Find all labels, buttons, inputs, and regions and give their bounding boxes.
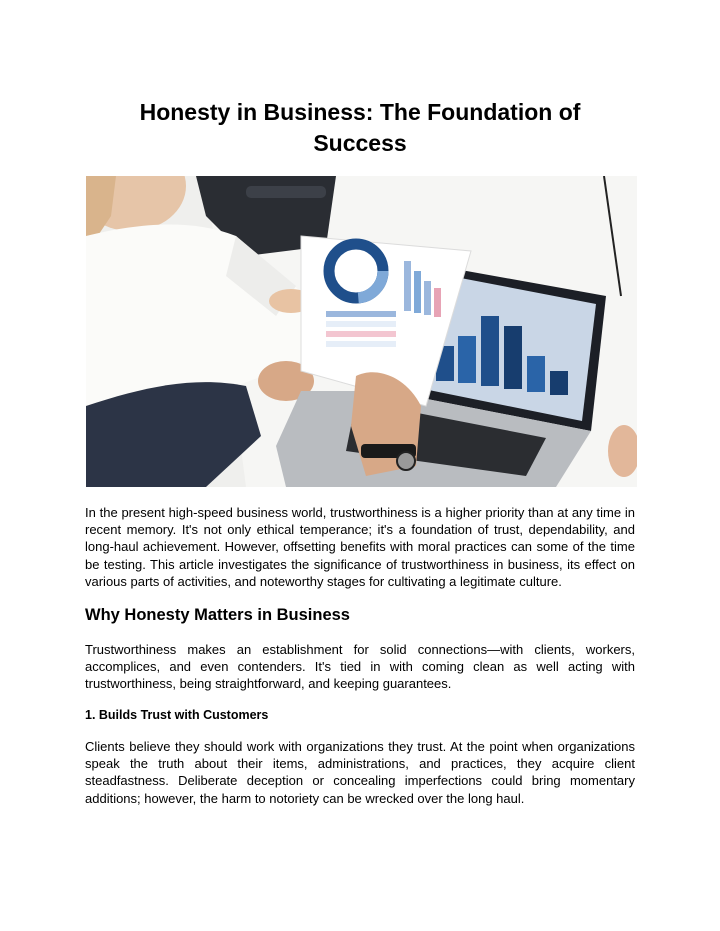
article-title — [85, 97, 635, 159]
section-heading: Why Honesty Matters in Business — [85, 606, 350, 624]
hero-image — [86, 176, 637, 487]
subsection-paragraph: Clients believe they should work with organizations they trust. At the point when organizations speak the truth about their items, administrations, and practices, they acquire client steadfastness. Deliberate deception or concealing imperfections could bring momentary additions; however, the harm to notoriety can be wrecked over the long haul. — [85, 739, 635, 806]
intro-paragraph: In the present high-speed business world, trustworthiness is a higher priority than at any time in recent memory. It's not only ethical temperance; it's a foundation of trust, dependability, and long-haul achievement. However, offsetting benefits with moral practices can some of the time be testing. This article investigates the significance of trustworthiness in business, its effect on various parts of activities, and noteworthy stages for cultivating a legitimate culture. — [85, 505, 635, 589]
section-paragraph: Trustworthiness makes an establishment for solid connections—with clients, workers, accomplices, and even contenders. It's tied in with coming clean as well acting with trustworthiness, being straightforward, and keeping guarantees. — [85, 642, 635, 692]
title-line-1: Honesty in Business: The Foundation of — [139, 99, 581, 125]
title-line-2: Success — [313, 130, 407, 156]
business-meeting-illustration — [86, 176, 637, 487]
subheading: 1. Builds Trust with Customers — [85, 708, 269, 722]
